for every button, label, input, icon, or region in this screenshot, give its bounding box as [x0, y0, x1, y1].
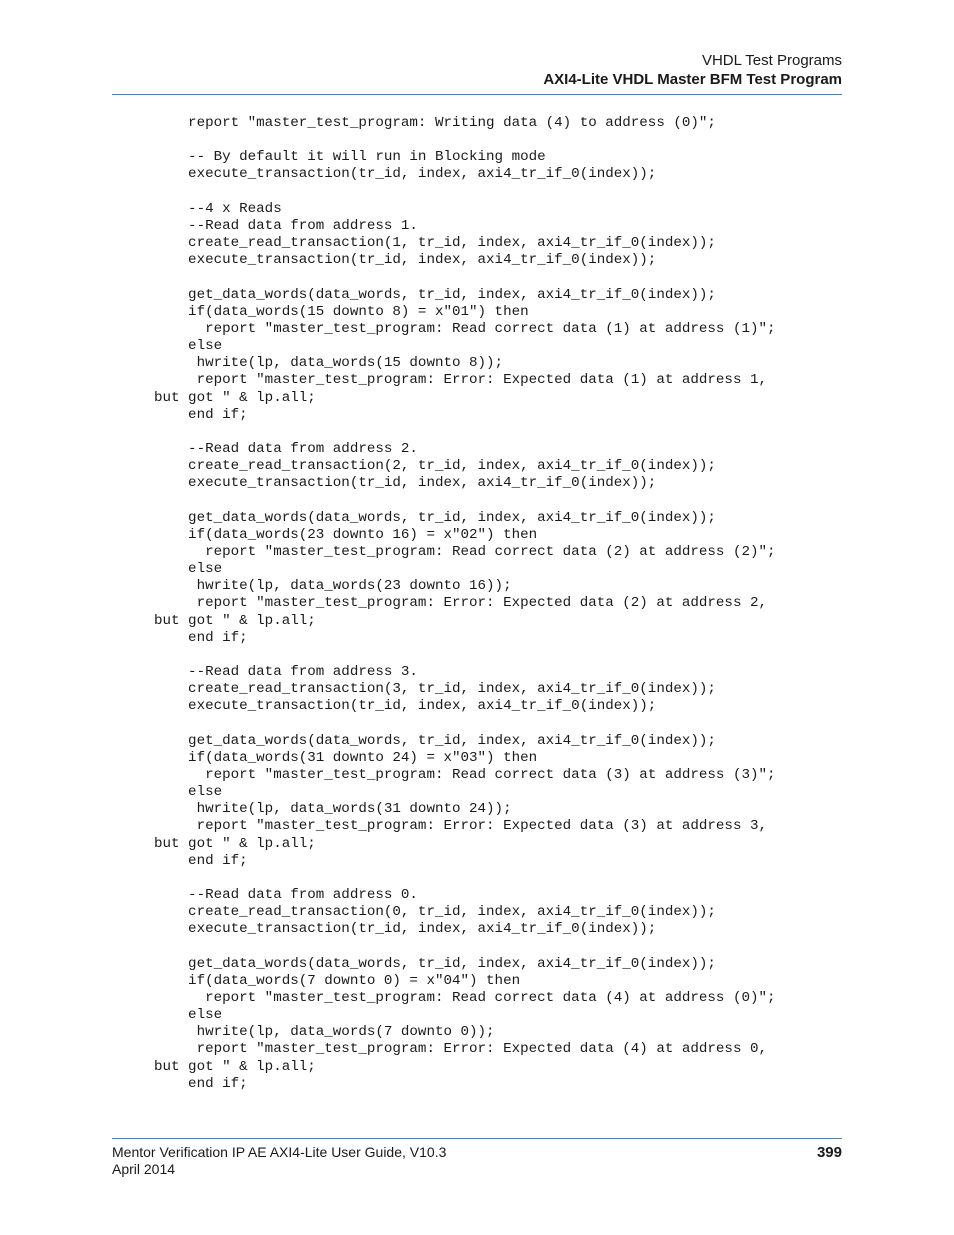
code-line: report "master_test_program: Error: Expected data (1) at address 1,: [154, 372, 767, 389]
code-line: if(data_words(23 downto 16) = x"02") then: [154, 526, 538, 543]
code-line: execute_transaction(tr_id, index, axi4_tr_if_0(index));: [154, 252, 657, 269]
code-listing: [154, 115, 776, 1093]
publication-date: April 2014: [112, 1161, 176, 1177]
code-line: else: [154, 784, 223, 801]
code-line: execute_transaction(tr_id, index, axi4_tr_if_0(index));: [154, 166, 657, 183]
code-line: report "master_test_program: Error: Expected data (3) at address 3,: [154, 818, 767, 835]
code-line: get_data_words(data_words, tr_id, index, axi4_tr_if_0(index));: [154, 955, 716, 972]
code-line: create_read_transaction(3, tr_id, index, axi4_tr_if_0(index));: [154, 681, 716, 698]
page-footer: [112, 1144, 842, 1178]
code-line: --Read data from address 2.: [154, 440, 418, 457]
code-line: hwrite(lp, data_words(31 downto 24));: [154, 801, 512, 818]
page-number: 399: [816, 1144, 842, 1161]
code-line: get_data_words(data_words, tr_id, index, axi4_tr_if_0(index));: [154, 509, 716, 526]
code-line: --4 x Reads: [154, 200, 282, 217]
section-title: VHDL Test Programs: [701, 52, 842, 69]
code-line: else: [154, 338, 223, 355]
code-line: create_read_transaction(1, tr_id, index, axi4_tr_if_0(index));: [154, 235, 716, 252]
code-line: end if;: [154, 629, 248, 646]
code-line: hwrite(lp, data_words(15 downto 8));: [154, 355, 504, 372]
code-line: hwrite(lp, data_words(7 downto 0));: [154, 1024, 495, 1041]
page-header: [112, 52, 842, 90]
code-line: but got " & lp.all;: [154, 1058, 316, 1075]
code-line: create_read_transaction(2, tr_id, index, axi4_tr_if_0(index));: [154, 458, 716, 475]
code-line: if(data_words(7 downto 0) = x"04") then: [154, 972, 521, 989]
code-line: report "master_test_program: Read correct data (4) at address (0)";: [154, 989, 776, 1006]
code-line: --Read data from address 0.: [154, 887, 418, 904]
footer-divider: [112, 1138, 842, 1139]
code-line: --Read data from address 3.: [154, 664, 418, 680]
code-line: end if;: [154, 1075, 248, 1092]
code-line: get_data_words(data_words, tr_id, index, axi4_tr_if_0(index));: [154, 732, 716, 749]
code-line: but got " & lp.all;: [154, 612, 316, 629]
code-line: report "master_test_program: Error: Expected data (2) at address 2,: [154, 595, 767, 612]
code-line: report "master_test_program: Read correct data (3) at address (3)";: [154, 766, 776, 783]
code-line: report "master_test_program: Read correct data (2) at address (2)";: [154, 543, 776, 560]
code-line: --Read data from address 1.: [154, 217, 418, 234]
code-line: if(data_words(15 downto 8) = x"01") then: [154, 303, 529, 320]
code-line: execute_transaction(tr_id, index, axi4_tr_if_0(index));: [154, 475, 657, 492]
code-line: end if;: [154, 406, 248, 423]
code-line: report "master_test_program: Error: Expected data (4) at address 0,: [154, 1041, 767, 1058]
code-line: but got " & lp.all;: [154, 389, 316, 406]
code-line: execute_transaction(tr_id, index, axi4_tr_if_0(index));: [154, 921, 657, 938]
code-line: but got " & lp.all;: [154, 835, 316, 852]
guide-title: Mentor Verification IP AE AXI4-Lite User Guide, V10.3: [112, 1144, 447, 1160]
code-line: execute_transaction(tr_id, index, axi4_tr_if_0(index));: [154, 698, 657, 715]
code-line: else: [154, 561, 223, 578]
code-line: create_read_transaction(0, tr_id, index, axi4_tr_if_0(index));: [154, 904, 716, 921]
code-line: hwrite(lp, data_words(23 downto 16));: [154, 578, 512, 595]
code-line: -- By default it will run in Blocking mode: [154, 149, 546, 166]
code-line: if(data_words(31 downto 24) = x"03") then: [154, 749, 538, 766]
page-title: AXI4-Lite VHDL Master BFM Test Program: [543, 71, 842, 88]
code-line: end if;: [154, 852, 248, 869]
code-line: report "master_test_program: Writing data (4) to address (0)";: [154, 115, 716, 131]
header-divider: [112, 94, 842, 95]
code-line: get_data_words(data_words, tr_id, index, axi4_tr_if_0(index));: [154, 286, 716, 303]
code-line: else: [154, 1007, 223, 1024]
code-line: report "master_test_program: Read correct data (1) at address (1)";: [154, 320, 776, 337]
